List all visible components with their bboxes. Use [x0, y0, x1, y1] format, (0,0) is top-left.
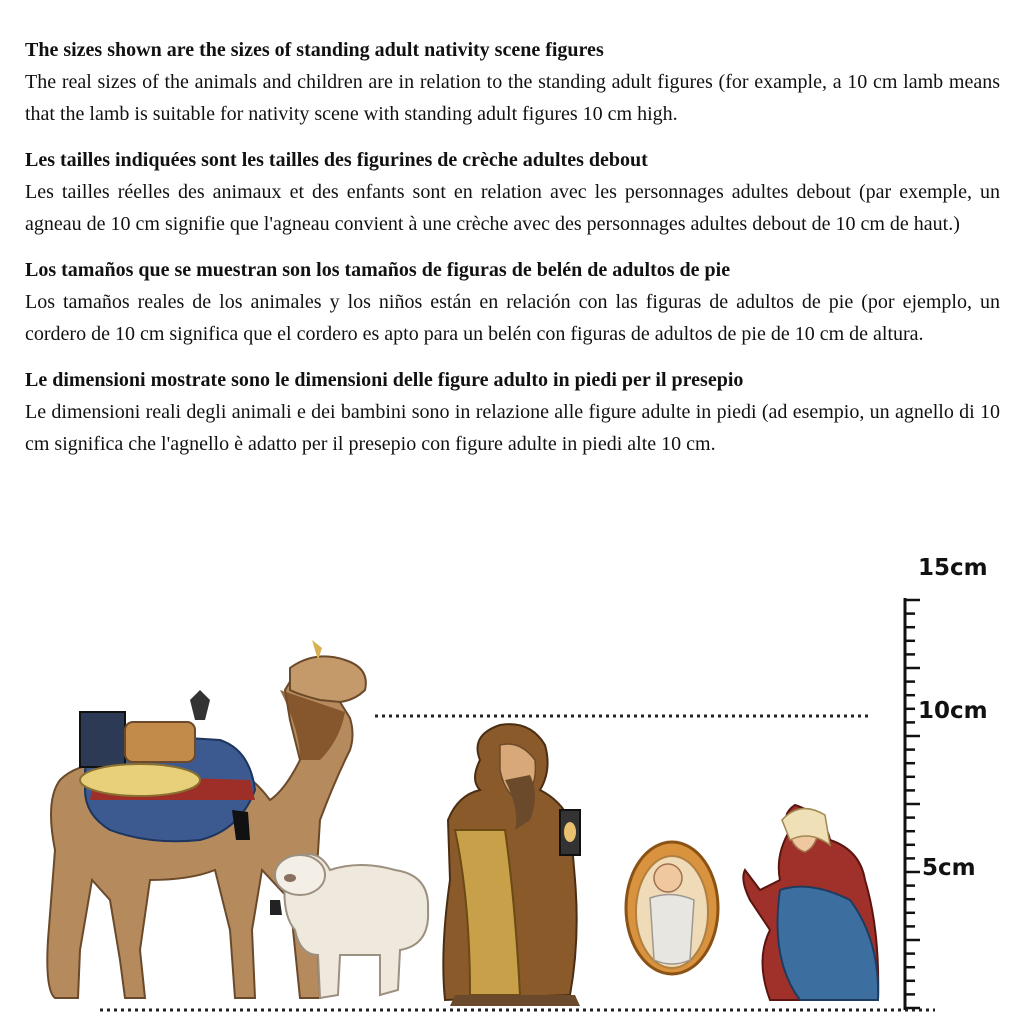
- scale-label-15cm: 15cm: [918, 555, 988, 581]
- english-title: The sizes shown are the sizes of standing adult nativity scene figures: [25, 39, 604, 61]
- joseph-figure: [443, 724, 580, 1006]
- spanish-body: Los tamaños reales de los animales y los niños están en relación con las figuras de adultos de pie (por ejemplo, un cordero de 10 cm significa que el cordero es apto para un belén con figuras de adultos de pie de 10 cm de altura.: [25, 291, 1000, 345]
- scale-label-5cm: 5cm: [922, 855, 976, 881]
- baby-jesus-figure: [626, 842, 718, 974]
- french-title: Les tailles indiquées sont les tailles des figurines de crèche adultes debout: [25, 149, 648, 171]
- italian-body: Le dimensioni reali degli animali e dei bambini sono in relazione alle figure adulte in piedi (ad esempio, un agnello di 10 cm significa che l'agnello è adatto per il presepio con figure adulte in piedi alte 10 cm.: [25, 401, 1000, 455]
- ruler-ticks: [905, 600, 920, 1008]
- italian-title: Le dimensioni mostrate sono le dimensioni delle figure adulto in piedi per il presepio: [25, 369, 744, 391]
- lamb-figure: [270, 854, 428, 998]
- scale-label-10cm: 10cm: [918, 698, 988, 724]
- mary-figure: [743, 805, 878, 1000]
- english-body: The real sizes of the animals and children are in relation to the standing adult figures (for example, a 10 cm lamb means that the lamb is suitable for nativity scene with standing adult figures 10 cm high.: [25, 71, 1000, 125]
- spanish-title: Los tamaños que se muestran son los tamaños de figuras de belén de adultos de pie: [25, 259, 731, 281]
- french-body: Les tailles réelles des animaux et des enfants sont en relation avec les personnages adultes debout (par exemple, un agneau de 10 cm signifie que l'agneau convient à une crèche avec des personnages adultes debout de 10 cm de haut.): [25, 181, 1000, 235]
